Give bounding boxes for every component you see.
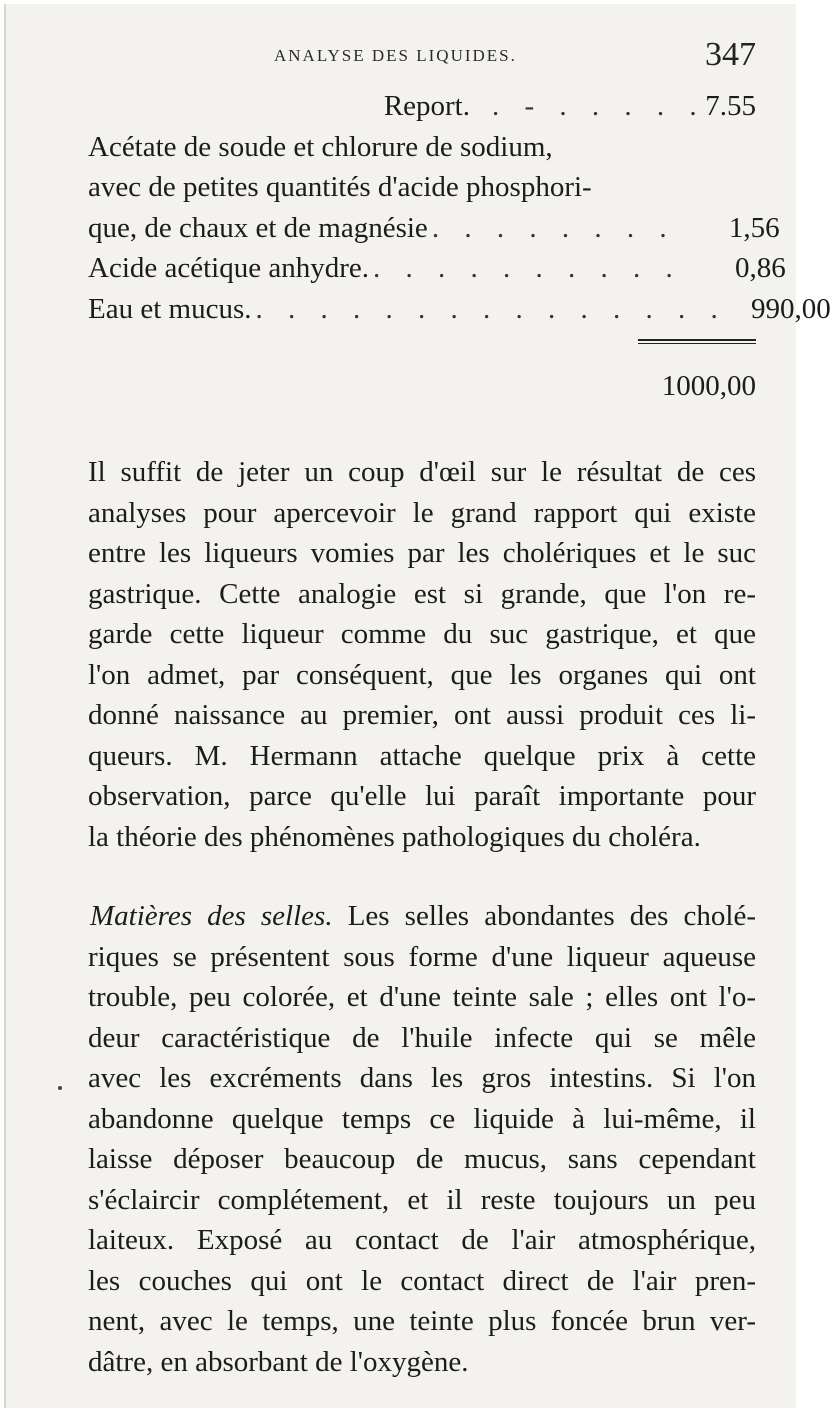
text-line: l'on admet, par conséquent, que les organes qui ont xyxy=(88,658,756,691)
report-row xyxy=(88,86,756,127)
text-line: dâtre, en absorbant de l'oxygène. xyxy=(88,1345,469,1378)
row-label: Eau et mucus. xyxy=(88,292,252,325)
page-number: 347 xyxy=(705,36,756,73)
text-line-first xyxy=(88,896,756,937)
row-label: Acide acétique anhydre. xyxy=(88,252,369,284)
paragraph-analysis-comment xyxy=(88,452,756,857)
text-line: s'éclaircir complétement, et il reste toujours un peu xyxy=(88,1183,756,1216)
page-header xyxy=(6,36,796,82)
text-line: Il suffit de jeter un coup d'œil sur le résultat de ces xyxy=(88,456,756,488)
table-row xyxy=(88,248,786,289)
table-row-text: Acétate de soude et chlorure de sodium, xyxy=(88,130,553,163)
row-label: que, de chaux et de magnésie xyxy=(88,211,428,244)
book-page xyxy=(4,4,831,1408)
text-line: entre les liqueurs vomies par les cholériques et le suc xyxy=(88,537,756,569)
text-line: observation, parce qu'elle lui paraît importante pour xyxy=(88,780,756,812)
text-line: gastrique. Cette analogie est si grande, que l'on re- xyxy=(88,577,756,610)
report-value: 7.55 xyxy=(705,90,756,122)
report-label: Report. xyxy=(383,90,470,122)
sum-rule-row xyxy=(88,329,756,357)
paragraph-stool-matter xyxy=(88,896,756,1382)
text-line: nent, avec le temps, une teinte plus foncée brun ver- xyxy=(88,1305,756,1337)
text-line: deur caractéristique de l'huile infecte qui se mêle xyxy=(88,1021,756,1054)
text-line: analyses pour apercevoir le grand rapport qui existe xyxy=(88,496,756,529)
table-row-text: avec de petites quantités d'acide phosphori- xyxy=(88,171,592,203)
text-line: laiteux. Exposé au contact de l'air atmosphérique, xyxy=(88,1224,756,1256)
ink-speck xyxy=(58,1086,62,1090)
composition-table xyxy=(88,86,831,415)
text-line: garde cette liqueur comme du suc gastrique, et que xyxy=(88,618,756,650)
section-lead: Matières des selles. xyxy=(90,900,333,932)
text-line: queurs. M. Hermann attache quelque prix à cette xyxy=(88,739,756,772)
row-value: 1,56 xyxy=(728,211,780,244)
text-line: avec les excréments dans les gros intestins. Si l'on xyxy=(88,1062,756,1094)
text-line: trouble, peu colorée, et d'une teinte sale ; elles ont l'o- xyxy=(88,981,756,1013)
sum-rule xyxy=(638,339,756,344)
table-row xyxy=(88,208,780,249)
row-value: 0,86 xyxy=(735,252,786,284)
text-line: donné naissance au premier, ont aussi produit ces li- xyxy=(88,699,756,731)
table-row xyxy=(88,289,831,330)
report-leader: . - . . . . . xyxy=(492,90,706,122)
first-line-rest: Les selles abondantes des cholé- xyxy=(332,900,756,932)
row-leader: . . . . . . . . . . xyxy=(373,252,682,284)
text-line: la théorie des phénomènes pathologiques du choléra. xyxy=(88,820,701,853)
text-line: riques se présentent sous forme d'une liqueur aqueuse xyxy=(88,940,756,973)
row-leader: . . . . . . . . xyxy=(431,211,676,244)
total-value: 1000,00 xyxy=(661,370,756,402)
text-line: abandonne quelque temps ce liquide à lui-même, il xyxy=(88,1102,756,1135)
text-line: les couches qui ont le contact direct de l'air pren- xyxy=(88,1264,756,1297)
running-title: ANALYSE DES LIQUIDES. xyxy=(274,46,517,65)
row-leader: . . . . . . . . . . . . . . . xyxy=(255,292,727,325)
text-line: laisse déposer beaucoup de mucus, sans cependant xyxy=(88,1143,756,1175)
row-value: 990,00 xyxy=(750,292,831,325)
